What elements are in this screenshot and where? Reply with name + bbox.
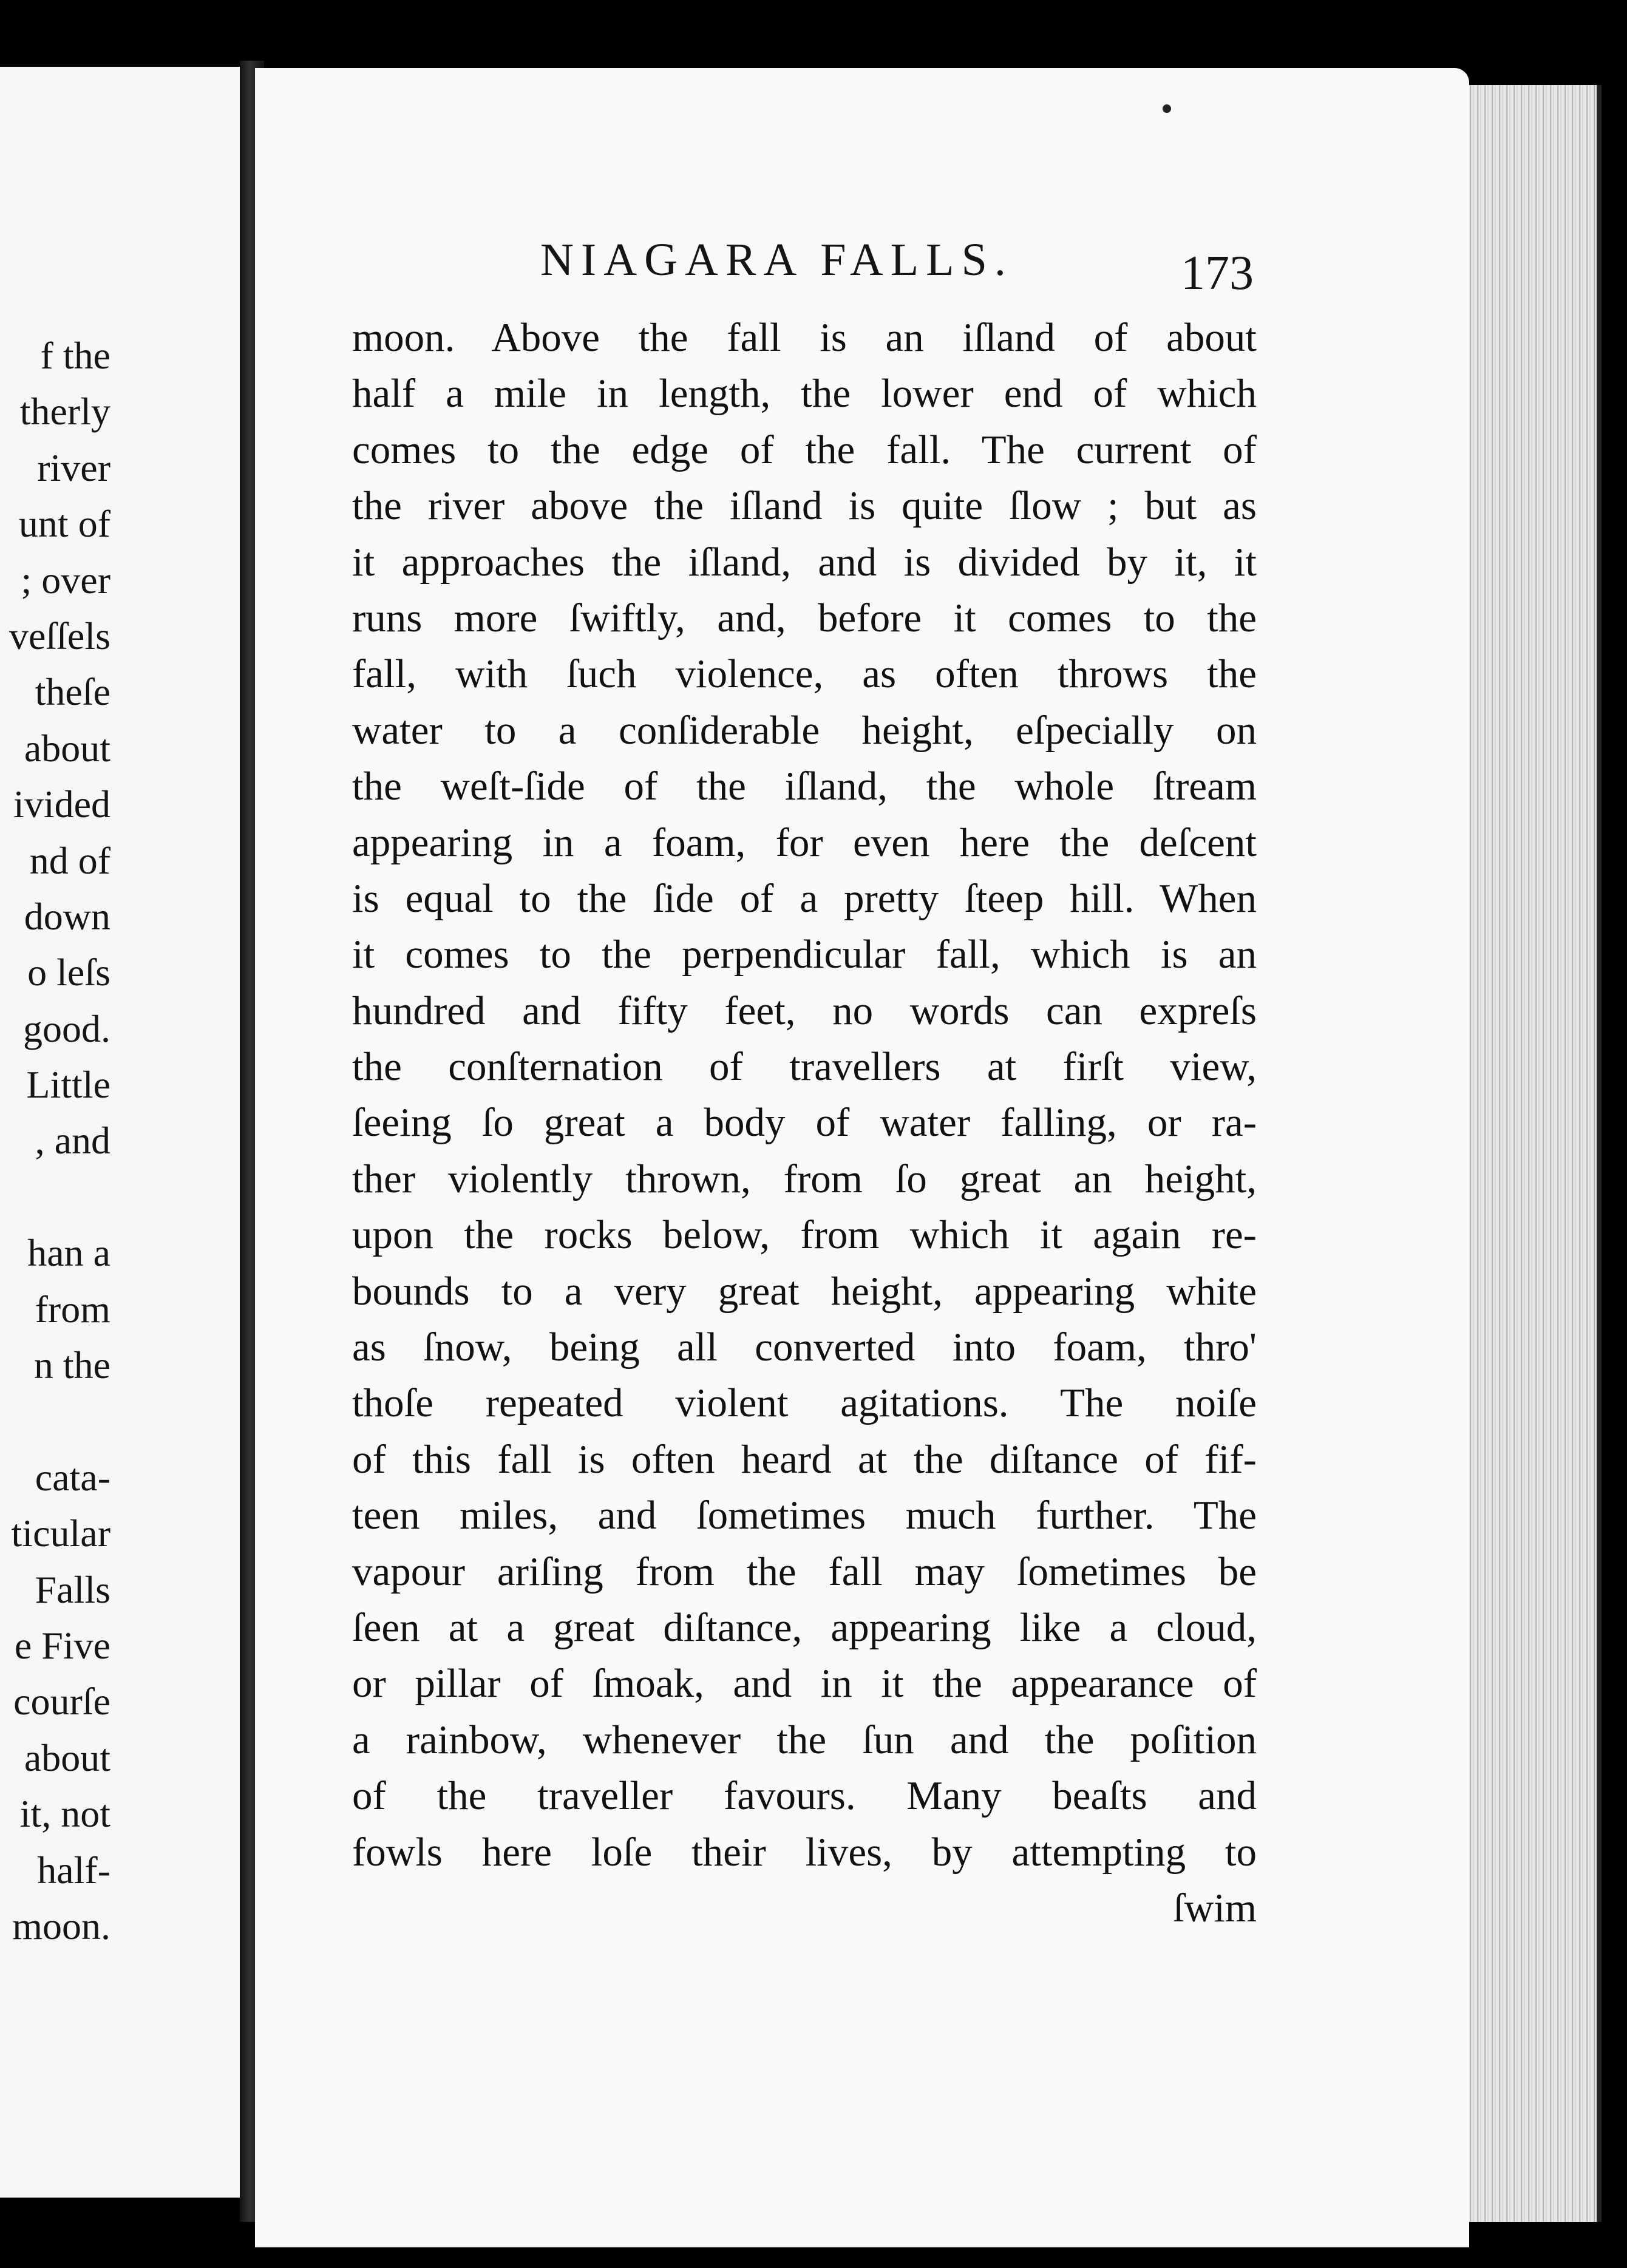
- text-line: ſeen at a great diſtance, appearing like a cloud,: [352, 1604, 1257, 1650]
- left-page-line: Falls: [35, 1567, 110, 1611]
- left-page-line: unt of: [18, 502, 110, 546]
- left-page-line: about: [24, 726, 110, 770]
- left-page-line: courſe: [13, 1680, 110, 1723]
- text-line: ſeeing ſo great a body of water falling, or ra-: [352, 1100, 1257, 1146]
- text-line: bounds to a very great height, appearing white: [352, 1268, 1257, 1314]
- left-page-line: [0, 1169, 110, 1225]
- text-line: ſwim: [1173, 1885, 1257, 1930]
- left-page-line: ; over: [21, 558, 110, 602]
- left-page-line: f the: [40, 334, 110, 377]
- text-line: runs more ſwiftly, and, before it comes to the: [352, 595, 1257, 640]
- left-page-line: ivided: [13, 783, 110, 826]
- text-line: ther violently thrown, from ſo great an height,: [352, 1156, 1257, 1201]
- left-page-line: cata-: [35, 1455, 110, 1499]
- text-line: the weſt-ſide of the iſland, the whole ſtream: [352, 764, 1257, 809]
- left-page-text: [0, 328, 110, 1954]
- left-page-line: down: [24, 894, 110, 938]
- page-number: 173: [1181, 246, 1254, 300]
- text-line: of the traveller favours. Many beaſts and: [352, 1773, 1257, 1819]
- body-text: [352, 310, 1257, 1936]
- text-line: or pillar of ſmoak, and in it the appearance of: [352, 1661, 1257, 1706]
- running-head: NIAGARA FALLS.: [540, 234, 1013, 285]
- left-page-line: e Five: [14, 1623, 110, 1667]
- text-line: as ſnow, being all converted into foam, thro': [352, 1325, 1257, 1370]
- left-page-line: veſſels: [8, 614, 110, 657]
- text-line: upon the rocks below, from which it again re-: [352, 1212, 1257, 1258]
- text-line: teen miles, and ſometimes much further. The: [352, 1493, 1257, 1538]
- left-page-line: theſe: [35, 670, 110, 714]
- text-line: comes to the edge of the fall. The current of: [352, 427, 1257, 472]
- text-line: a rainbow, whenever the ſun and the poſition: [352, 1717, 1257, 1762]
- left-page-line: ticular: [11, 1512, 110, 1555]
- ink-dot: [1163, 104, 1171, 113]
- text-line: moon. Above the fall is an iſland of about: [352, 315, 1257, 360]
- left-page-line: it, not: [19, 1792, 110, 1836]
- text-line: fall, with ſuch violence, as often throws the: [352, 651, 1257, 697]
- text-line: thoſe repeated violent agitations. The noiſe: [352, 1380, 1257, 1426]
- text-line: half a mile in length, the lower end of which: [352, 371, 1257, 416]
- text-line: it comes to the perpendicular fall, which is an: [352, 932, 1257, 977]
- left-page-line: half-: [37, 1848, 110, 1892]
- text-line: is equal to the ſide of a pretty ſteep hill. When: [352, 875, 1257, 921]
- left-page-line: therly: [19, 390, 110, 433]
- left-page: [0, 67, 243, 2198]
- left-page-line: , and: [35, 1119, 110, 1163]
- left-page-line: han a: [27, 1231, 110, 1275]
- text-line: fowls here loſe their lives, by attempting to: [352, 1829, 1257, 1875]
- left-page-line: n the: [33, 1343, 110, 1387]
- text-line: water to a conſiderable height, eſpecially on: [352, 707, 1257, 753]
- text-line: it approaches the iſland, and is divided by it, it: [352, 539, 1257, 585]
- left-page-line: from: [35, 1287, 110, 1331]
- left-page-line: about: [24, 1736, 110, 1779]
- left-page-line: Little: [26, 1063, 110, 1107]
- left-page-line: river: [37, 446, 110, 489]
- left-page-line: nd of: [29, 838, 110, 882]
- left-page-line: good.: [23, 1007, 110, 1050]
- text-line: of this fall is often heard at the diſtance of fif-: [352, 1436, 1257, 1482]
- left-page-line: [0, 1393, 110, 1449]
- left-page-line: o leſs: [27, 951, 110, 994]
- text-line: appearing in a foam, for even here the deſcent: [352, 820, 1257, 865]
- text-line: hundred and fifty feet, no words can expreſs: [352, 988, 1257, 1033]
- text-line: the river above the iſland is quite ſlow ; but as: [352, 483, 1257, 529]
- text-line: the conſternation of travellers at firſt view,: [352, 1044, 1257, 1090]
- text-line: vapour ariſing from the fall may ſometimes be: [352, 1549, 1257, 1594]
- left-page-line: moon.: [12, 1904, 110, 1947]
